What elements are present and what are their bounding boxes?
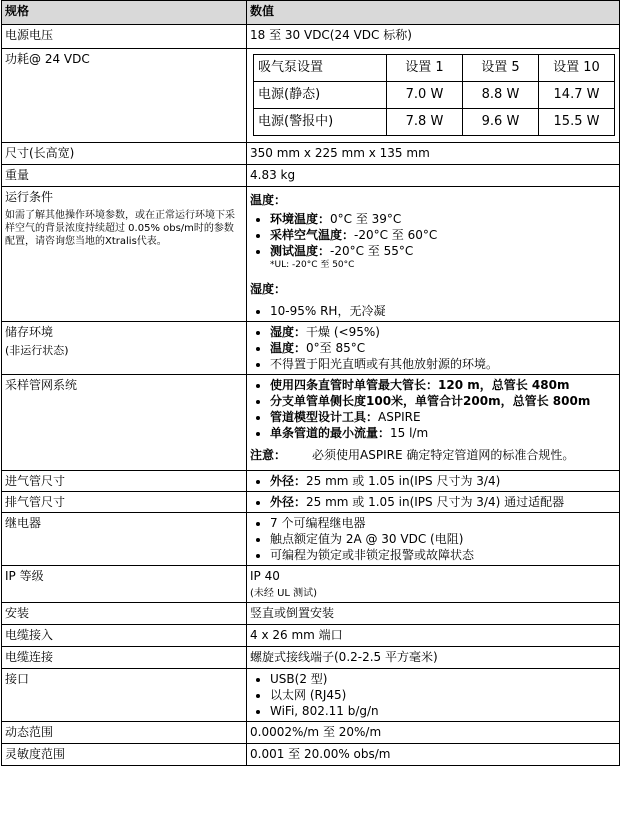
power-col-setting-1: 设置 1 [387, 55, 463, 82]
list-item: • 可编程为锁定或非锁定报警或故障状态 [270, 547, 616, 563]
interface-list [250, 671, 616, 719]
list-item: • 分支单管单侧长度100米，单管合计200m，总管长 800m [270, 393, 616, 409]
value-operating [247, 187, 620, 322]
row-exhaust [2, 492, 620, 513]
row-dynamic-range [2, 722, 620, 744]
row-power-supply [2, 25, 620, 49]
list-item: • 测试温度：-20°C 至 55°C *UL: -20°C 至 50°C [270, 243, 616, 271]
label-pipe: 采样管网系统 [2, 375, 247, 471]
list-item: • 单条管道的最小流量：15 l/m [270, 425, 616, 441]
note-text: 必须使用ASPIRE 确定特定管道网的标准合规性。 [312, 448, 575, 462]
header-spec: 规格 [2, 1, 247, 25]
label-exhaust: 排气管尺寸 [2, 492, 247, 513]
label-ip: IP 等级 [2, 566, 247, 603]
list-item: • 温度：0°至 85°C [270, 340, 616, 356]
power-row-quiescent [254, 82, 615, 109]
temperature-list [250, 211, 616, 271]
power-cell: 8.8 W [463, 82, 539, 109]
table-header-row [2, 1, 620, 25]
power-cell: 9.6 W [463, 109, 539, 136]
label-relay: 继电器 [2, 513, 247, 566]
list-item: • USB(2 型) [270, 671, 616, 687]
power-cell: 7.8 W [387, 109, 463, 136]
temperature-heading: 温度： [250, 193, 287, 207]
row-cable-term [2, 647, 620, 669]
value-exhaust [247, 492, 620, 513]
value-dimensions: 350 mm x 225 mm x 135 mm [247, 143, 620, 165]
value-sensitivity: 0.001 至 20.00% obs/m [247, 744, 620, 766]
label-dimensions: 尺寸(长高宽) [2, 143, 247, 165]
spec-table [1, 0, 620, 766]
humidity-list [250, 303, 616, 319]
value-dynamic-range: 0.0002%/m 至 20%/m [247, 722, 620, 744]
value-relay [247, 513, 620, 566]
list-item: • 触点额定值为 2A @ 30 VDC (电阻) [270, 531, 616, 547]
list-item: • 以太网 (RJ45) [270, 687, 616, 703]
label-cable-term: 电缆连接 [2, 647, 247, 669]
label-mounting: 安装 [2, 603, 247, 625]
label-sensitivity: 灵敏度范围 [2, 744, 247, 766]
value-ip [247, 566, 620, 603]
label-inlet: 进气管尺寸 [2, 471, 247, 492]
row-power-consumption [2, 49, 620, 143]
storage-sub: (非运行状态) [5, 344, 69, 357]
list-item: • 外径：25 mm 或 1.05 in(IPS 尺寸为 3/4) 通过适配器 [270, 494, 616, 510]
list-item: • 外径：25 mm 或 1.05 in(IPS 尺寸为 3/4) [270, 473, 616, 489]
row-operating [2, 187, 620, 322]
label-weight: 重量 [2, 165, 247, 187]
row-cable-entry [2, 625, 620, 647]
value-power-supply: 18 至 30 VDC(24 VDC 标称) [247, 25, 620, 49]
row-sensitivity [2, 744, 620, 766]
value-mounting: 竖直或倒置安装 [247, 603, 620, 625]
humidity-heading: 湿度： [250, 282, 287, 296]
storage-list [250, 324, 616, 372]
label-operating [2, 187, 247, 322]
power-cell: 15.5 W [539, 109, 615, 136]
row-relay [2, 513, 620, 566]
ip-value: IP 40 [250, 569, 280, 583]
storage-title: 储存环境 [5, 325, 54, 339]
row-storage [2, 322, 620, 375]
row-interface [2, 669, 620, 722]
pipe-list [250, 377, 616, 441]
power-table [253, 54, 615, 136]
power-cell: 14.7 W [539, 82, 615, 109]
row-mounting [2, 603, 620, 625]
ul-note: *UL: -20°C 至 50°C [270, 260, 355, 270]
power-table-header [254, 55, 615, 82]
value-cable-term: 螺旋式接线端子(0.2-2.5 平方毫米) [247, 647, 620, 669]
label-storage [2, 322, 247, 375]
label-power-supply: 电源电压 [2, 25, 247, 49]
list-item: • 10-95% RH，无冷凝 [270, 303, 616, 319]
label-cable-entry: 电缆接入 [2, 625, 247, 647]
power-cell: 电源(警报中) [254, 109, 387, 136]
list-item: • 管道模型设计工具：ASPIRE [270, 409, 616, 425]
power-row-alarm [254, 109, 615, 136]
list-item: • 7 个可编程继电器 [270, 515, 616, 531]
label-dynamic-range: 动态范围 [2, 722, 247, 744]
value-inlet [247, 471, 620, 492]
list-item: • 使用四条直管时单管最大管长：120 m，总管长 480m [270, 377, 616, 393]
label-power-consumption: 功耗@ 24 VDC [2, 49, 247, 143]
power-cell: 7.0 W [387, 82, 463, 109]
power-col-mode: 吸气泵设置 [254, 55, 387, 82]
operating-note: 如需了解其他操作环境参数，或在正常运行环境下采样空气的背景浓度持续超过 0.05% obs/m时的参数配置，请咨询您当地的Xtralis代表。 [5, 210, 235, 247]
operating-title: 运行条件 [5, 190, 54, 204]
row-dimensions [2, 143, 620, 165]
power-cell: 电源(静态) [254, 82, 387, 109]
header-value: 数值 [247, 1, 620, 25]
value-pipe [247, 375, 620, 471]
note-label: 注意： [250, 448, 287, 462]
pipe-note [250, 447, 616, 464]
value-storage [247, 322, 620, 375]
list-item: • WiFi, 802.11 b/g/n [270, 703, 616, 719]
row-ip [2, 566, 620, 603]
list-item: • 湿度：干燥 (<95%) [270, 324, 616, 340]
row-weight [2, 165, 620, 187]
list-item: • 不得置于阳光直晒或有其他放射源的环境。 [270, 356, 616, 372]
list-item: • 采样空气温度：-20°C 至 60°C [270, 227, 616, 243]
power-col-setting-10: 设置 10 [539, 55, 615, 82]
list-item: • 环境温度：0°C 至 39°C [270, 211, 616, 227]
row-inlet [2, 471, 620, 492]
value-weight: 4.83 kg [247, 165, 620, 187]
row-pipe [2, 375, 620, 471]
relay-list [250, 515, 616, 563]
ip-sub: (未经 UL 测试) [250, 588, 318, 599]
value-interface [247, 669, 620, 722]
label-interface: 接口 [2, 669, 247, 722]
power-col-setting-5: 设置 5 [463, 55, 539, 82]
value-cable-entry: 4 x 26 mm 端口 [247, 625, 620, 647]
value-power-consumption [247, 49, 620, 143]
